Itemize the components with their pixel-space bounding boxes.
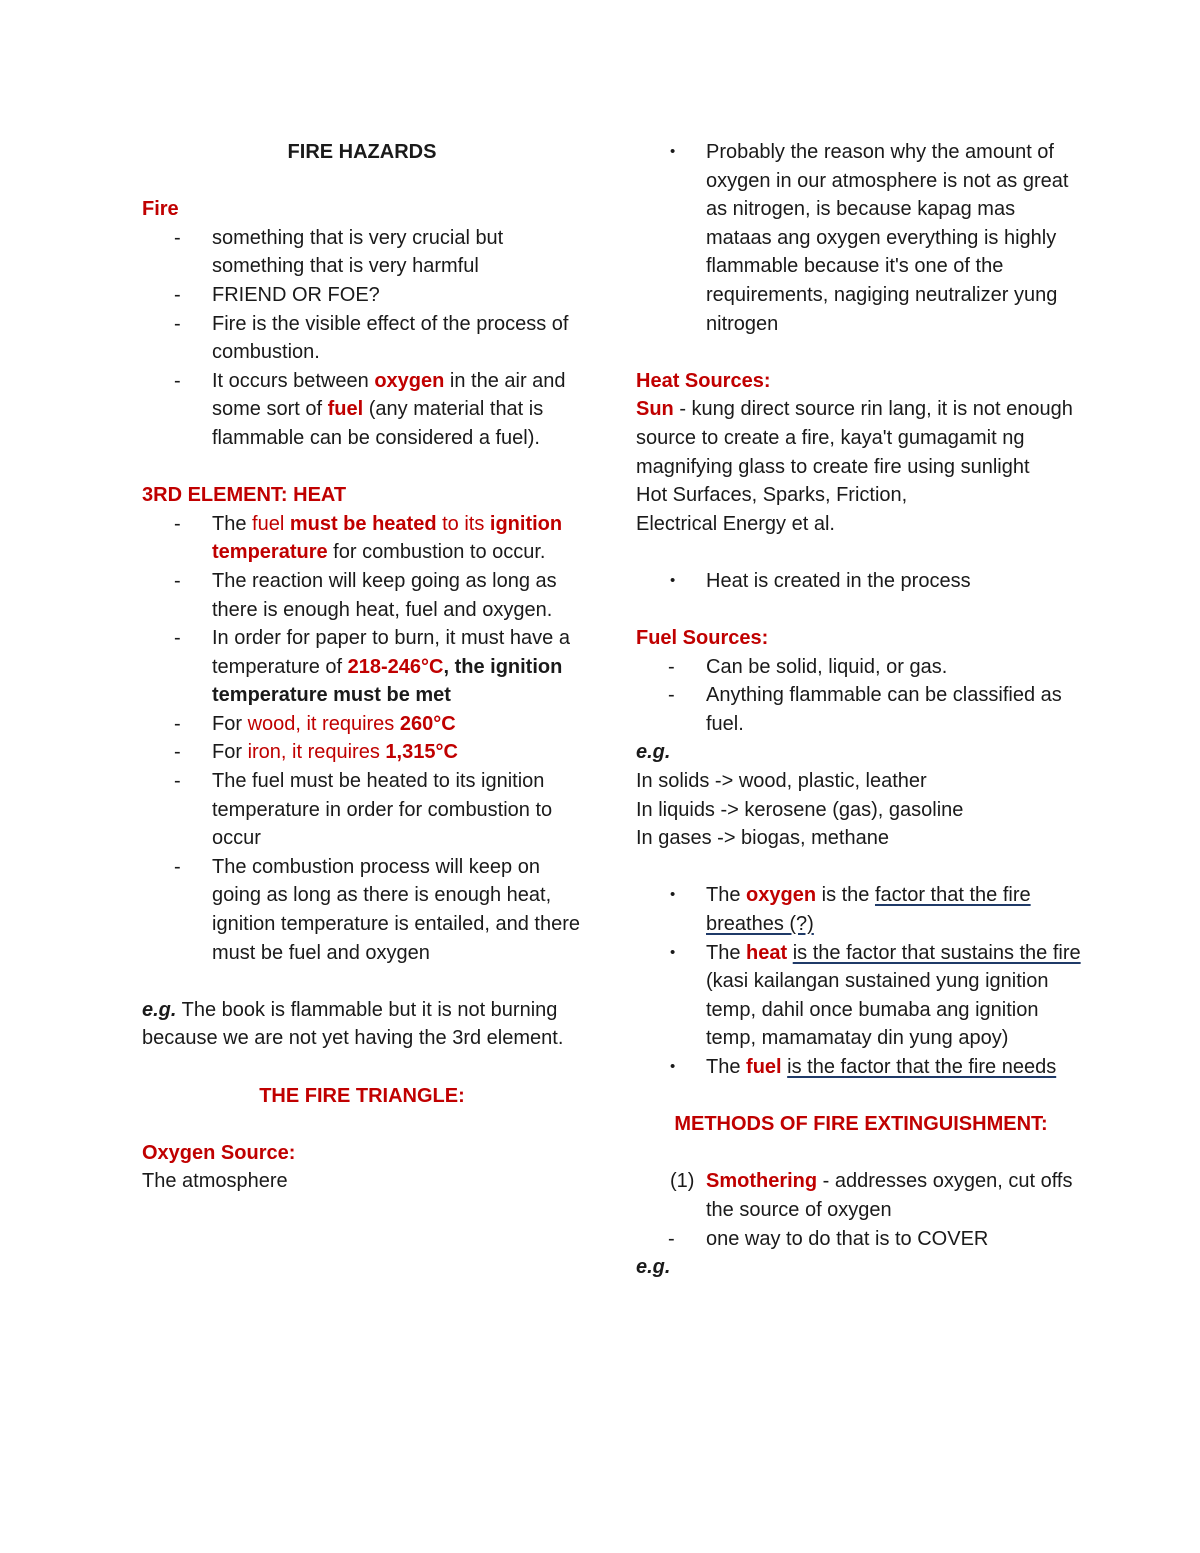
fire-list	[142, 224, 582, 453]
sun-paragraph: Sun - kung direct source rin lang, it is not enough source to create a fire, kaya't gumagamit ng magnifying glass to create fire using sunlight	[636, 398, 1073, 478]
list-item: - FRIEND OR FOE?	[174, 283, 380, 306]
right-column	[636, 138, 1086, 1282]
list-item: - something that is very crucial but something that is very harmful	[174, 226, 504, 278]
heat-heading: 3RD ELEMENT: HEAT	[142, 484, 347, 507]
list-item: - For wood, it requires 260°C	[174, 712, 456, 735]
oxygen-source-text: The atmosphere	[142, 1170, 288, 1193]
nitrogen-note-list	[636, 138, 1086, 338]
list-item: - Fire is the visible effect of the process of combustion.	[174, 312, 569, 364]
hot-surfaces-text: Hot Surfaces, Sparks, Friction,	[636, 484, 908, 507]
gases-text: In gases -> biogas, methane	[636, 827, 889, 850]
list-item: • The oxygen is the factor that the fire breathes (?)	[670, 884, 1031, 936]
list-item: - Anything flammable can be classified as fuel.	[668, 684, 1062, 735]
list-item: • The fuel is the factor that the fire needs	[670, 1056, 1057, 1078]
fire-heading: Fire	[142, 198, 179, 221]
liquids-text: In liquids -> kerosene (gas), gasoline	[636, 798, 964, 821]
fuel-list	[636, 653, 1086, 739]
list-item: - The combustion process will keep on going as long as there is enough heat, ignition temperature is entailed, and there must be fuel and oxygen	[174, 855, 581, 964]
smothering-list	[636, 1225, 1086, 1254]
fire-triangle-heading: THE FIRE TRIANGLE:	[259, 1084, 465, 1107]
list-item: - It occurs between oxygen in the air and some sort of fuel (any material that is flammable can be considered a fuel).	[174, 369, 566, 449]
list-item: - The fuel must be heated to its ignition temperature for combustion to occur.	[174, 512, 563, 564]
list-item: • Probably the reason why the amount of oxygen in our atmosphere is not as great as nitrogen, is because kapag mas mataas ang oxygen everything is highly flammable because it's one of the requirements, nagiging neutralizer yung nitrogen	[670, 141, 1069, 335]
list-item: - In order for paper to burn, it must have a temperature of 218-246°C, the ignition temperature must be met	[174, 627, 570, 707]
solids-text: In solids -> wood, plastic, leather	[636, 770, 927, 793]
left-column	[142, 138, 582, 1196]
example-label: e.g.	[636, 741, 671, 764]
list-item: - The reaction will keep going as long as there is enough heat, fuel and oxygen.	[174, 569, 557, 621]
list-item: - The fuel must be heated to its ignition temperature in order for combustion to occur	[174, 770, 553, 850]
list-item: • Heat is created in the process	[670, 569, 971, 592]
heat-note-list	[636, 567, 1086, 596]
electrical-text: Electrical Energy et al.	[636, 512, 835, 535]
oxygen-source-heading: Oxygen Source:	[142, 1141, 296, 1164]
list-item: - one way to do that is to COVER	[668, 1227, 989, 1250]
page-title: FIRE HAZARDS	[287, 141, 437, 163]
example-paragraph: e.g. The book is flammable but it is not burning because we are not yet having the 3rd element.	[142, 998, 564, 1050]
example-label-2: e.g.	[636, 1256, 671, 1279]
fuel-sources-heading: Fuel Sources:	[636, 627, 769, 650]
list-item: - For iron, it requires 1,315°C	[174, 741, 458, 764]
heat-list	[142, 510, 582, 968]
method-smothering: (1) Smothering - addresses oxygen, cut offs the source of oxygen	[670, 1170, 1073, 1221]
methods-heading: METHODS OF FIRE EXTINGUISHMENT:	[674, 1113, 1048, 1136]
list-item: - Can be solid, liquid, or gas.	[668, 655, 948, 678]
list-item: • The heat is the factor that sustains the fire (kasi kailangan sustained yung ignition temp, dahil once bumaba ang ignition temp, mamamatay din yung apoy)	[670, 941, 1081, 1050]
heat-sources-heading: Heat Sources:	[636, 369, 771, 392]
factors-list	[636, 881, 1086, 1081]
